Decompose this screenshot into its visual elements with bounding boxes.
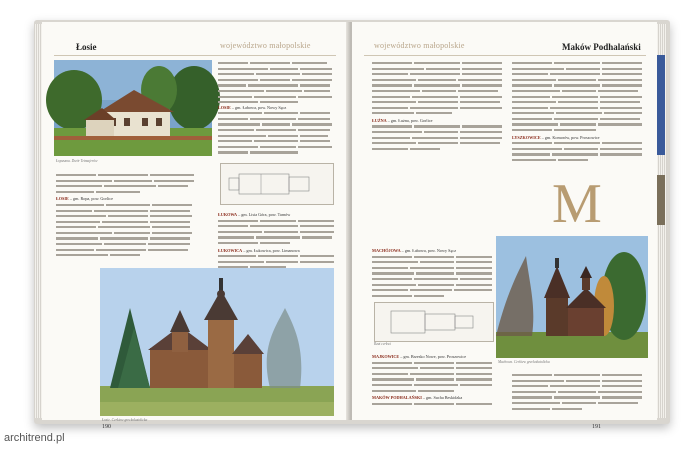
photo-wooden-church xyxy=(100,268,334,416)
section-detail: – gm. Sucha Beskidzka xyxy=(422,395,463,401)
section-detail: – gm. Komorów, pow. Proszowice xyxy=(541,134,600,140)
section-heading: ŁUŻNA xyxy=(372,117,387,123)
text-column-top-right xyxy=(218,60,338,155)
text-column-right-page-right xyxy=(512,60,646,163)
floor-plan-drawing-right xyxy=(374,302,494,342)
right-page xyxy=(352,22,657,430)
left-page-number: 190 xyxy=(102,424,111,430)
left-page xyxy=(42,22,349,430)
caption-manor: Łopuszna. Dwór Tetmajerów xyxy=(56,159,98,163)
section-detail: – gm. Łużna, pow. Gorlice xyxy=(387,117,433,123)
right-header-region: województwo małopolskie xyxy=(374,41,465,50)
text-column-left-upper xyxy=(56,172,216,258)
right-header-title: Maków Podhalański xyxy=(562,42,641,52)
left-header-rule xyxy=(54,55,336,56)
text-column-machojowa xyxy=(372,248,494,298)
text-column-majkowice xyxy=(372,354,494,406)
section-heading: ŁUKOWA xyxy=(218,212,238,217)
section-detail: – gm. Łabowa, pow. Nowy Sącz xyxy=(401,248,457,253)
section-detail: – gm. Łabowa, pow. Nowy Sącz xyxy=(231,104,287,110)
section-detail: – gm. Lisia Góra, pow. Tarnów xyxy=(238,212,291,217)
caption-church: Łosie. Cerkiew greckokatolicka xyxy=(102,418,148,422)
caption-floor-plan-right: Rzut cerkwi xyxy=(374,342,391,346)
section-heading: LOSIE xyxy=(218,104,231,110)
left-header-title: Łosie xyxy=(76,42,97,52)
left-header-region: województwo małopolskie xyxy=(220,41,311,50)
section-heading: MAJKOWICE xyxy=(372,354,400,359)
cover-edge-blue xyxy=(657,55,665,155)
text-column-right-page-left xyxy=(372,60,506,152)
right-header-rule xyxy=(364,55,646,56)
caption-church-right: Machowa. Cerkiew greckokatolicka xyxy=(498,360,550,364)
cover-edge-brown xyxy=(657,175,665,225)
page-edges-left xyxy=(34,24,42,418)
section-detail: – gm. Brzesko Nowe, pow. Proszowice xyxy=(400,354,467,359)
section-heading: ŁOSIE xyxy=(56,196,69,202)
drop-letter-m: M xyxy=(552,173,602,235)
photo-manor-house xyxy=(54,60,212,156)
floor-plan-drawing xyxy=(220,163,334,205)
photo-church-machowa xyxy=(496,236,648,358)
section-heading: ŁUKOWICA xyxy=(218,247,243,253)
section-heading: LYSZKOWICE xyxy=(512,134,541,140)
text-column-right-lower xyxy=(218,212,338,270)
section-detail: – gm. Łukowica, pow. Limanowa xyxy=(243,247,300,253)
text-column-right-lower xyxy=(512,372,646,411)
section-heading: MACHÓJOWA xyxy=(372,248,401,253)
watermark: architrend.pl xyxy=(4,432,65,444)
right-page-number: 191 xyxy=(592,424,601,430)
section-heading: MAKÓW PODHALAŃSKI xyxy=(372,395,422,401)
section-detail: – gm. Ropa, pow. Gorlice xyxy=(69,196,113,202)
